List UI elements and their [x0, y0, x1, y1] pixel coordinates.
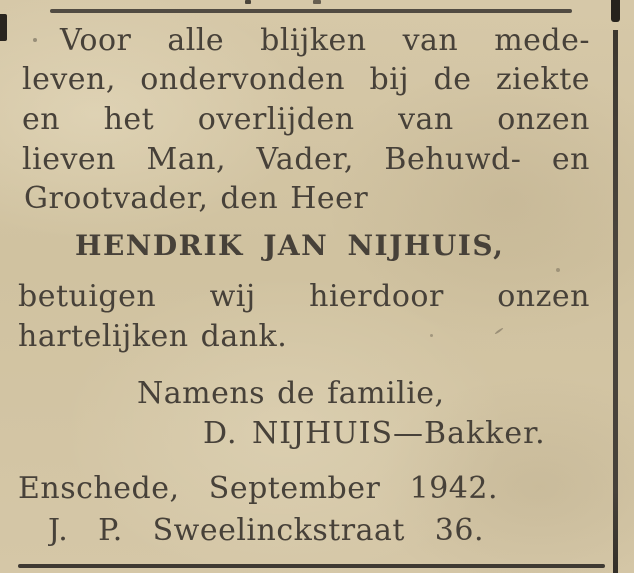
signature-line2: D. NIJHUIS—Bakker.: [203, 416, 546, 451]
column-rule-top: [611, 0, 620, 22]
footer-address: J. P. Sweelinckstraat 36.: [48, 516, 484, 548]
para2-line1: betuigen wij hierdoor onzen: [18, 282, 590, 314]
deceased-name: HENDRIK JAN NIJHUIS,: [75, 229, 505, 262]
para1-line3: en het overlijden van onzen: [22, 105, 590, 137]
bottom-rule: [18, 564, 605, 568]
column-rule: [613, 30, 618, 573]
ink-speck: [245, 0, 251, 4]
signature-line1: Namens de familie,: [137, 376, 445, 411]
para1-line2: leven, ondervonden bij de ziekte: [22, 65, 590, 97]
left-edge-mark: [0, 14, 7, 41]
paper-speck: [430, 334, 433, 337]
para1-line4: lieven Man, Vader, Behuwd- en: [22, 145, 590, 177]
para2-line2: hartelijken dank.: [18, 319, 288, 354]
para1-line1: Voor alle blijken van mede-: [60, 26, 590, 58]
ink-speck: [313, 0, 321, 4]
paper-speck: [556, 268, 560, 272]
footer-place-date: Enschede, September 1942.: [18, 474, 498, 506]
para1-line5: Grootvader, den Heer: [24, 181, 369, 216]
paper-speck: [494, 327, 503, 334]
top-rule: [50, 9, 572, 13]
